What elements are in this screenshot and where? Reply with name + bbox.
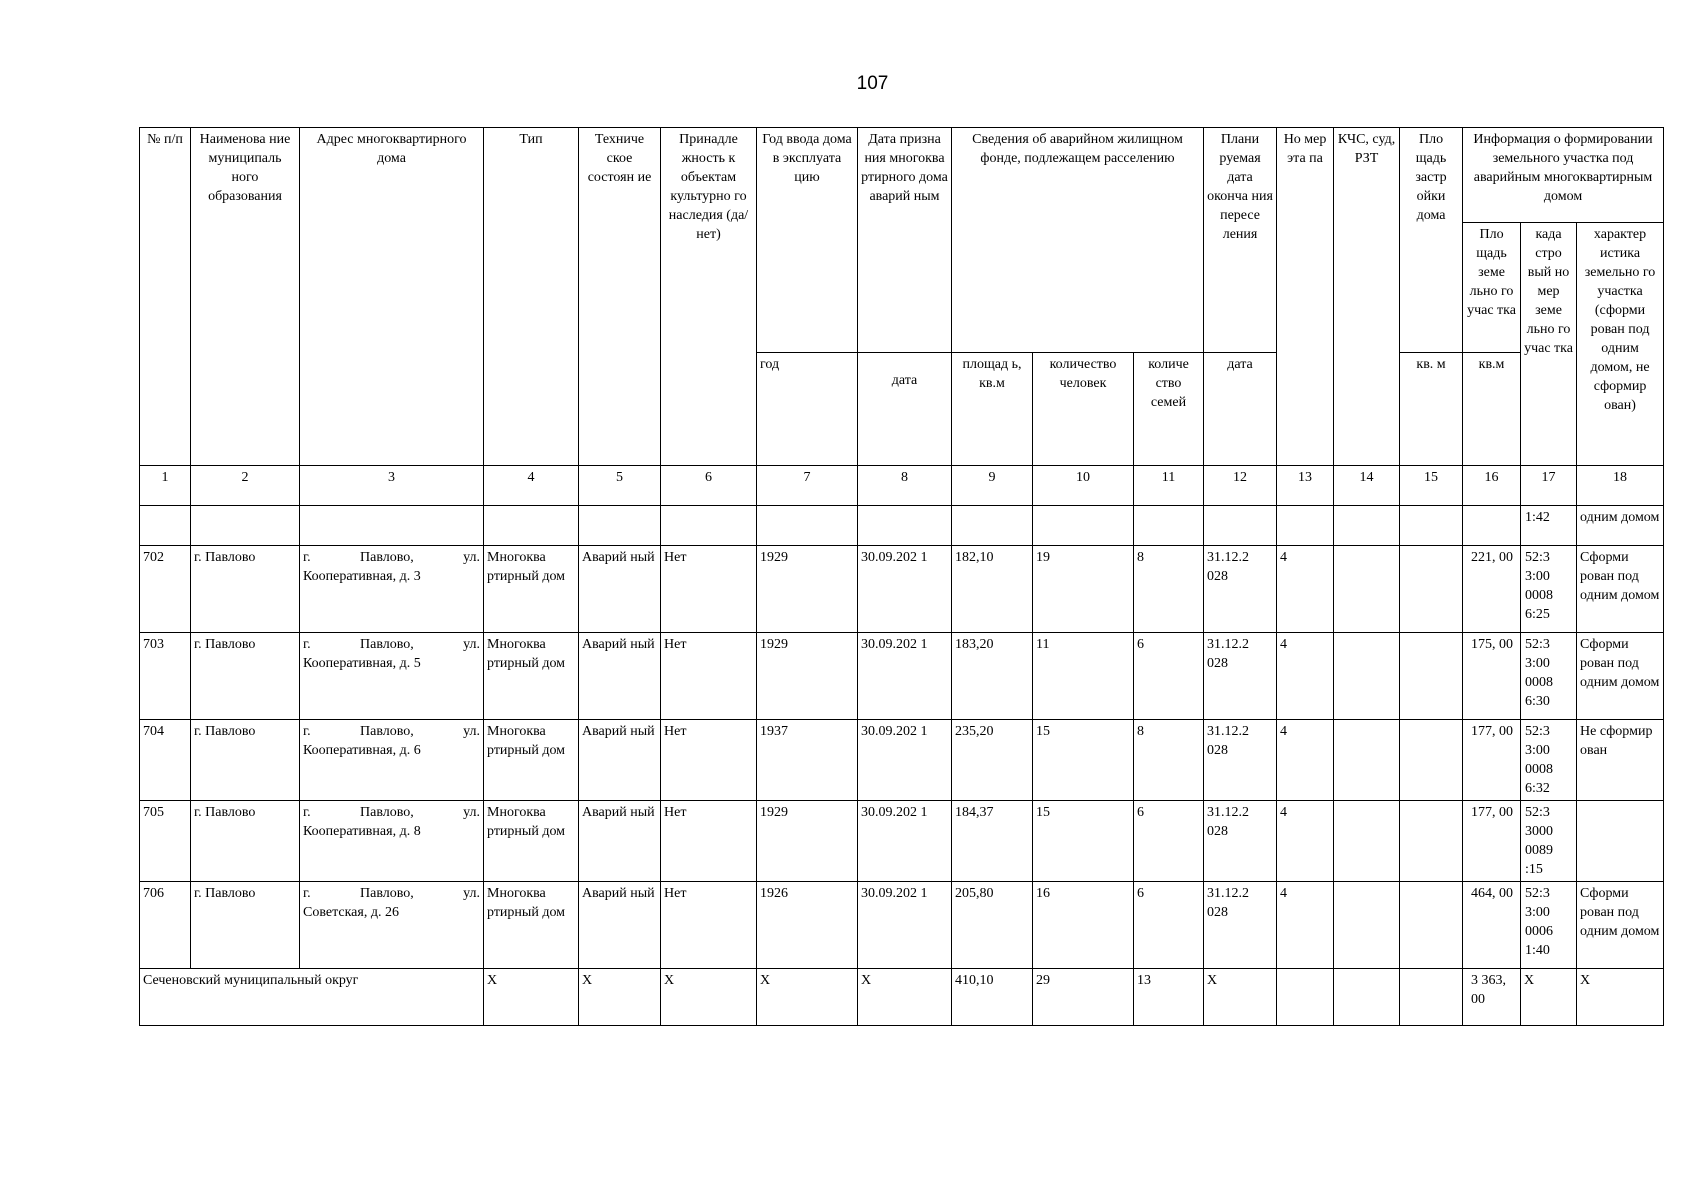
cell-stage: 4 (1277, 633, 1334, 720)
column-number: 10 (1033, 466, 1134, 506)
cell-municipality: г. Павлово (191, 882, 300, 969)
cell-address (300, 720, 484, 801)
cell-state: Аварий ный (579, 882, 661, 969)
header-build-area: Пло щадь застр ойки дома (1400, 128, 1463, 353)
header-land-area-sub: кв.м (1463, 353, 1521, 466)
header-number: № п/п (140, 128, 191, 466)
address-part: г. (303, 550, 311, 565)
total-kchs (1334, 969, 1400, 1026)
cell-land-char: одним домом (1577, 506, 1664, 546)
cell-municipality: г. Павлово (191, 546, 300, 633)
cell-state: Аварий ный (579, 546, 661, 633)
column-number: 17 (1521, 466, 1577, 506)
cell-address (300, 882, 484, 969)
cell-number: 704 (140, 720, 191, 801)
cell-heritage: Нет (661, 720, 757, 801)
address-part: г. (303, 724, 311, 739)
total-cell: X (661, 969, 757, 1026)
address-line-1 (303, 635, 480, 654)
cell-build-area (1400, 633, 1463, 720)
column-number: 13 (1277, 466, 1334, 506)
address-part: ул. (463, 724, 480, 739)
cell-stage: 4 (1277, 720, 1334, 801)
cell-area: 183,20 (952, 633, 1033, 720)
table-row (140, 546, 1664, 633)
cell-date-recognized: 30.09.202 1 (858, 720, 952, 801)
address-part: Павлово, (360, 724, 414, 739)
cell-area: 205,80 (952, 882, 1033, 969)
header-families-sub: количе ство семей (1134, 353, 1204, 466)
total-plan-date: X (1204, 969, 1277, 1026)
cell-land-area: 177, 00 (1463, 801, 1521, 882)
column-number: 1 (140, 466, 191, 506)
cell-number: 705 (140, 801, 191, 882)
cell-plan-date: 31.12.2 028 (1204, 801, 1277, 882)
cell-municipality: г. Павлово (191, 720, 300, 801)
address-line-1 (303, 803, 480, 822)
cell-cadastral: 1:42 (1521, 506, 1577, 546)
cell-heritage: Нет (661, 546, 757, 633)
total-build-area (1400, 969, 1463, 1026)
address-part: г. (303, 805, 311, 820)
cell-stage: 4 (1277, 801, 1334, 882)
cell-municipality: г. Павлово (191, 633, 300, 720)
cell-type: Многоква ртирный дом (484, 546, 579, 633)
cell-families: 6 (1134, 882, 1204, 969)
cell-area: 184,37 (952, 801, 1033, 882)
header-land-area: Пло щадь земе льно го учас тка (1463, 223, 1521, 353)
table-row (140, 801, 1664, 882)
table-row (140, 882, 1664, 969)
header-land-char: характер истика земельно го участка (сформи рован под одним домом, не сформир ован) (1577, 223, 1664, 466)
total-cell: X (484, 969, 579, 1026)
cell-address (300, 801, 484, 882)
cell-area: 235,20 (952, 720, 1033, 801)
continuation-row (140, 506, 1664, 546)
address-line-2: Кооперативная, д. 8 (303, 824, 421, 839)
cell-number: 703 (140, 633, 191, 720)
cell-build-area (1400, 882, 1463, 969)
header-address: Адрес многоквартирного дома (300, 128, 484, 466)
address-part: г. (303, 886, 311, 901)
address-part: ул. (463, 886, 480, 901)
cell-type: Многоква ртирный дом (484, 801, 579, 882)
emergency-housing-table (139, 127, 1664, 1026)
address-line-1 (303, 884, 480, 903)
header-date-recognized: Дата призна ния многоква ртирного дома аварий ным (858, 128, 952, 353)
cell-number: 706 (140, 882, 191, 969)
cell-number: 702 (140, 546, 191, 633)
cell-land-char (1577, 801, 1664, 882)
header-stage: Но мер эта па (1277, 128, 1334, 466)
cell-people: 11 (1033, 633, 1134, 720)
column-number: 16 (1463, 466, 1521, 506)
cell-date-recognized: 30.09.202 1 (858, 882, 952, 969)
header-type: Тип (484, 128, 579, 466)
cell-cadastral: 52:3 3:00 0008 6:25 (1521, 546, 1577, 633)
address-line-2: Кооперативная, д. 3 (303, 569, 421, 584)
cell-build-area (1400, 546, 1463, 633)
header-plan-date-sub: дата (1204, 353, 1277, 466)
address-part: Павлово, (360, 550, 414, 565)
cell-families: 6 (1134, 633, 1204, 720)
address-part: ул. (463, 805, 480, 820)
cell-kchs (1334, 720, 1400, 801)
cell-land-char: Сформи рован под одним домом (1577, 882, 1664, 969)
address-line-2: Советская, д. 26 (303, 905, 399, 920)
total-area: 410,10 (952, 969, 1033, 1026)
address-line-2: Кооперативная, д. 5 (303, 656, 421, 671)
address-line-1 (303, 722, 480, 741)
address-part: ул. (463, 637, 480, 652)
column-number: 12 (1204, 466, 1277, 506)
column-number: 6 (661, 466, 757, 506)
cell-year: 1926 (757, 882, 858, 969)
header-municipality: Наименова ние муниципаль ного образования (191, 128, 300, 466)
cell-year: 1937 (757, 720, 858, 801)
column-numbers-row (140, 466, 1664, 506)
total-land-char: X (1577, 969, 1664, 1026)
header-emergency-fund-group: Сведения об аварийном жилищном фонде, подлежащем расселению (952, 128, 1204, 353)
cell-kchs (1334, 801, 1400, 882)
total-row (140, 969, 1664, 1026)
cell-state: Аварий ный (579, 633, 661, 720)
cell-land-char: Сформи рован под одним домом (1577, 546, 1664, 633)
cell-heritage: Нет (661, 801, 757, 882)
cell-area: 182,10 (952, 546, 1033, 633)
column-number: 3 (300, 466, 484, 506)
address-part: Павлово, (360, 886, 414, 901)
cell-cadastral: 52:3 3:00 0006 1:40 (1521, 882, 1577, 969)
total-label: Сеченовский муниципальный округ (140, 969, 484, 1026)
column-number: 18 (1577, 466, 1664, 506)
total-land-area: 3 363, 00 (1463, 969, 1521, 1026)
cell-land-char: Сформи рован под одним домом (1577, 633, 1664, 720)
header-build-area-sub: кв. м (1400, 353, 1463, 466)
cell-year: 1929 (757, 801, 858, 882)
cell-state: Аварий ный (579, 720, 661, 801)
cell-address (300, 546, 484, 633)
cell-cadastral: 52:3 3:00 0008 6:30 (1521, 633, 1577, 720)
cell-year: 1929 (757, 546, 858, 633)
cell-land-area: 177, 00 (1463, 720, 1521, 801)
cell-year: 1929 (757, 633, 858, 720)
total-cadastral: X (1521, 969, 1577, 1026)
column-number: 5 (579, 466, 661, 506)
cell-build-area (1400, 801, 1463, 882)
address-part: Павлово, (360, 805, 414, 820)
total-cell: X (579, 969, 661, 1026)
cell-land-area: 464, 00 (1463, 882, 1521, 969)
cell-state: Аварий ный (579, 801, 661, 882)
column-number: 8 (858, 466, 952, 506)
cell-municipality: г. Павлово (191, 801, 300, 882)
cell-date-recognized: 30.09.202 1 (858, 633, 952, 720)
cell-people: 19 (1033, 546, 1134, 633)
address-part: ул. (463, 550, 480, 565)
cell-address (300, 633, 484, 720)
header-area-sub: площад ь, кв.м (952, 353, 1033, 466)
cell-kchs (1334, 546, 1400, 633)
cell-kchs (1334, 633, 1400, 720)
cell-families: 8 (1134, 720, 1204, 801)
header-heritage: Принадле жность к объектам культурно го наследия (да/нет) (661, 128, 757, 466)
cell-cadastral: 52:3 3:00 0008 6:32 (1521, 720, 1577, 801)
cell-families: 6 (1134, 801, 1204, 882)
header-planned-date: Плани руемая дата оконча ния пересе ления (1204, 128, 1277, 353)
cell-heritage: Нет (661, 882, 757, 969)
header-kchs: КЧС, суд, РЗТ (1334, 128, 1400, 466)
cell-kchs (1334, 882, 1400, 969)
cell-heritage: Нет (661, 633, 757, 720)
cell-people: 16 (1033, 882, 1134, 969)
cell-land-area: 175, 00 (1463, 633, 1521, 720)
address-part: г. (303, 637, 311, 652)
cell-people: 15 (1033, 720, 1134, 801)
data-rows (140, 546, 1664, 969)
page-number: 107 (856, 73, 889, 94)
cell-date-recognized: 30.09.202 1 (858, 546, 952, 633)
cell-type: Многоква ртирный дом (484, 633, 579, 720)
cell-cadastral: 52:3 3000 0089 :15 (1521, 801, 1577, 882)
cell-date-recognized: 30.09.202 1 (858, 801, 952, 882)
cell-stage: 4 (1277, 546, 1334, 633)
total-stage (1277, 969, 1334, 1026)
header-year-sub: год (757, 353, 858, 466)
address-line-2: Кооперативная, д. 6 (303, 743, 421, 758)
cell-land-char: Не сформир ован (1577, 720, 1664, 801)
column-number: 4 (484, 466, 579, 506)
cell-land-area: 221, 00 (1463, 546, 1521, 633)
cell-type: Многоква ртирный дом (484, 720, 579, 801)
cell-plan-date: 31.12.2 028 (1204, 882, 1277, 969)
address-part: Павлово, (360, 637, 414, 652)
cell-families: 8 (1134, 546, 1204, 633)
column-number: 11 (1134, 466, 1204, 506)
cell-plan-date: 31.12.2 028 (1204, 633, 1277, 720)
header-cadastral: када стро вый но мер земе льно го учас тка (1521, 223, 1577, 466)
table-row (140, 633, 1664, 720)
total-families: 13 (1134, 969, 1204, 1026)
total-cell: X (858, 969, 952, 1026)
header-technical-state: Техниче ское состоян ие (579, 128, 661, 466)
table-row (140, 720, 1664, 801)
address-line-1 (303, 548, 480, 567)
total-cell: X (757, 969, 858, 1026)
column-number: 7 (757, 466, 858, 506)
cell-people: 15 (1033, 801, 1134, 882)
cell-type: Многоква ртирный дом (484, 882, 579, 969)
total-people: 29 (1033, 969, 1134, 1026)
column-number: 15 (1400, 466, 1463, 506)
cell-stage: 4 (1277, 882, 1334, 969)
header-people-sub: количество человек (1033, 353, 1134, 466)
header-year-commissioned: Год ввода дома в эксплуата цию (757, 128, 858, 353)
cell-plan-date: 31.12.2 028 (1204, 720, 1277, 801)
cell-build-area (1400, 720, 1463, 801)
cell-plan-date: 31.12.2 028 (1204, 546, 1277, 633)
header-land-info-group: Информация о формировании земельного участка под аварийным многоквартирным домом (1463, 128, 1664, 223)
column-number: 9 (952, 466, 1033, 506)
column-number: 2 (191, 466, 300, 506)
header-date-sub: дата (858, 353, 952, 466)
column-number: 14 (1334, 466, 1400, 506)
